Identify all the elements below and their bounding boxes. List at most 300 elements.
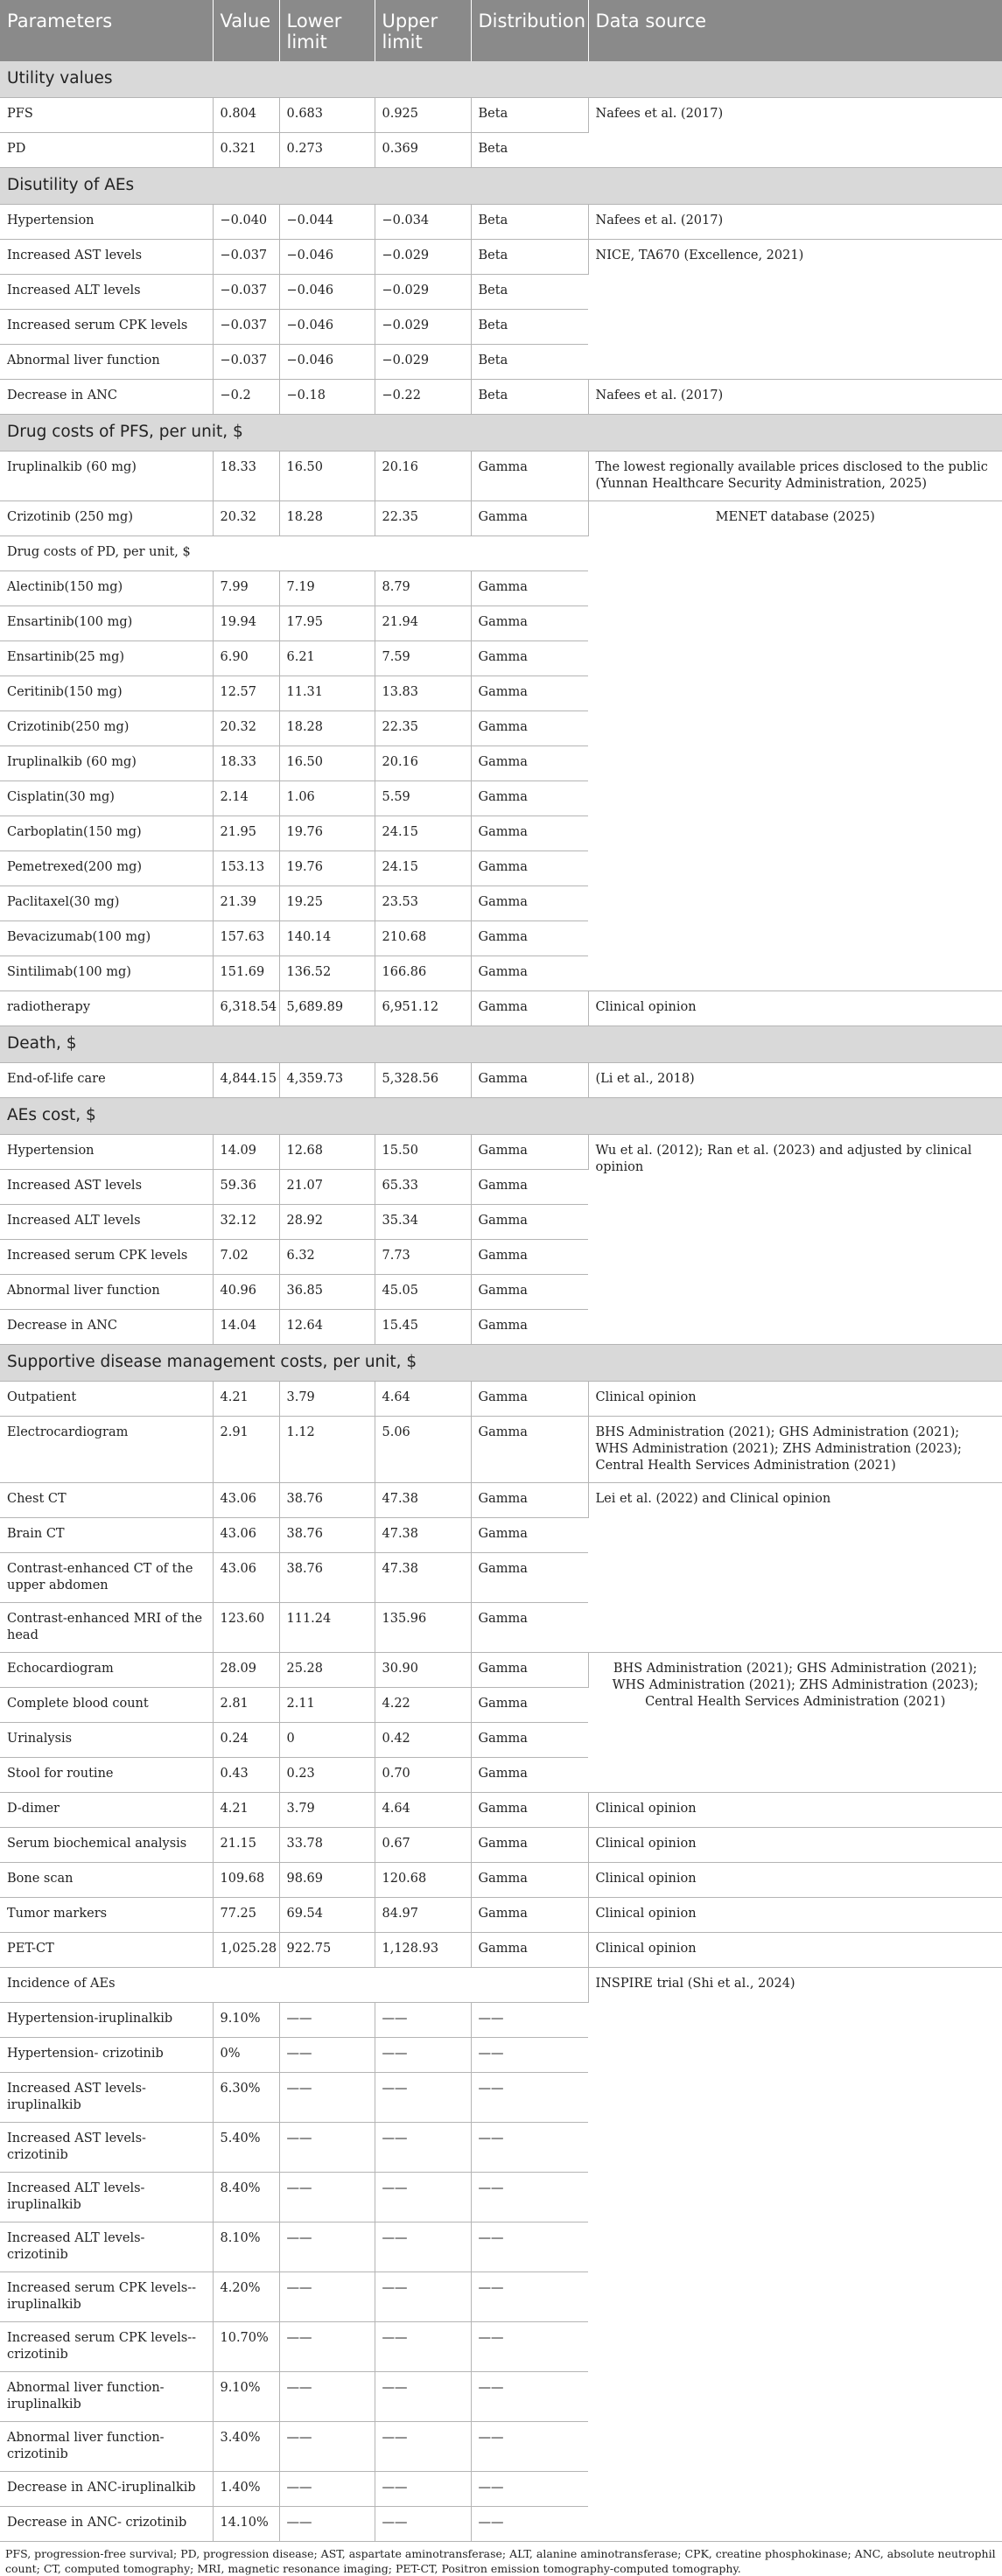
- source-cell: (Li et al., 2018): [588, 1063, 1002, 1098]
- distribution-cell: Gamma: [471, 1135, 588, 1170]
- parameter-cell: Electrocardiogram: [0, 1417, 213, 1483]
- distribution-cell: ——: [471, 2422, 588, 2472]
- value-cell: 20.32: [213, 501, 279, 536]
- subheading-cell: Drug costs of PD, per unit, $: [0, 536, 588, 571]
- distribution-cell: Gamma: [471, 1483, 588, 1518]
- lower-limit-cell: 0.273: [279, 133, 375, 168]
- table-row: [0, 1063, 1002, 1098]
- section-ae-costs: [0, 1098, 1002, 1135]
- lower-limit-cell: −0.044: [279, 205, 375, 240]
- value-cell: 0.43: [213, 1758, 279, 1793]
- value-cell: 9.10%: [213, 2372, 279, 2422]
- table-row: [0, 1863, 1002, 1898]
- upper-limit-cell: 23.53: [375, 886, 471, 921]
- parameter-cell: Increased serum CPK levels--crizotinib: [0, 2322, 213, 2372]
- upper-limit-cell: 13.83: [375, 676, 471, 711]
- parameter-cell: Brain CT: [0, 1518, 213, 1553]
- lower-limit-cell: 5,689.89: [279, 991, 375, 1026]
- value-cell: 0.321: [213, 133, 279, 168]
- header-lower-limit: Lower limit: [279, 0, 375, 61]
- upper-limit-cell: 30.90: [375, 1653, 471, 1688]
- value-cell: 6.30%: [213, 2073, 279, 2123]
- lower-limit-cell: 0.23: [279, 1758, 375, 1793]
- table-row: [0, 1933, 1002, 1968]
- section-title: Disutility of AEs: [0, 168, 1002, 205]
- parameter-cell: Cisplatin(30 mg): [0, 781, 213, 816]
- value-cell: 28.09: [213, 1653, 279, 1688]
- value-cell: 4.20%: [213, 2272, 279, 2322]
- parameter-cell: Alectinib(150 mg): [0, 571, 213, 606]
- parameter-cell: PET-CT: [0, 1933, 213, 1968]
- distribution-cell: ——: [471, 2073, 588, 2123]
- value-cell: 8.40%: [213, 2173, 279, 2222]
- value-cell: 5.40%: [213, 2123, 279, 2173]
- parameter-cell: Paclitaxel(30 mg): [0, 886, 213, 921]
- source-cell: Clinical opinion: [588, 1828, 1002, 1863]
- upper-limit-cell: 0.42: [375, 1723, 471, 1758]
- lower-limit-cell: ——: [279, 2123, 375, 2173]
- lower-limit-cell: 6.32: [279, 1240, 375, 1275]
- distribution-cell: Gamma: [471, 921, 588, 956]
- source-cell: BHS Administration (2021); GHS Administration (2021); WHS Administration (2021); ZHS Administration (2023); Central Health Services Administration (2021): [588, 1417, 1002, 1483]
- value-cell: 153.13: [213, 851, 279, 886]
- upper-limit-cell: −0.029: [375, 275, 471, 310]
- table-row: [0, 205, 1002, 240]
- header-data-source: Data source: [588, 0, 1002, 61]
- distribution-cell: Gamma: [471, 1688, 588, 1723]
- value-cell: 3.40%: [213, 2422, 279, 2472]
- upper-limit-cell: 20.16: [375, 452, 471, 501]
- value-cell: 19.94: [213, 606, 279, 641]
- distribution-cell: Gamma: [471, 1205, 588, 1240]
- parameter-cell: Increased ALT levels: [0, 1205, 213, 1240]
- value-cell: −0.040: [213, 205, 279, 240]
- parameter-cell: Decrease in ANC-iruplinalkib: [0, 2472, 213, 2507]
- lower-limit-cell: 4,359.73: [279, 1063, 375, 1098]
- distribution-cell: Gamma: [471, 1063, 588, 1098]
- distribution-cell: Gamma: [471, 1240, 588, 1275]
- section-utility-values: [0, 61, 1002, 98]
- value-cell: 6,318.54: [213, 991, 279, 1026]
- footnote: PFS, progression-free survival; PD, progression disease; AST, aspartate aminotransferase; ALT, alanine aminotransferase; CPK, creatine phosphokinase; ANC, absolute neutrophil count; CT, computed tomography; MRI, magnetic resonance imaging; PET-CT, Positron emission tomography-computed tomography.: [5, 2547, 996, 2575]
- distribution-cell: Gamma: [471, 1310, 588, 1345]
- upper-limit-cell: 47.38: [375, 1483, 471, 1518]
- value-cell: 21.95: [213, 816, 279, 851]
- lower-limit-cell: 17.95: [279, 606, 375, 641]
- parameter-cell: Increased AST levels: [0, 1170, 213, 1205]
- table-row: [0, 1135, 1002, 1170]
- value-cell: 43.06: [213, 1518, 279, 1553]
- upper-limit-cell: 166.86: [375, 956, 471, 991]
- upper-limit-cell: −0.22: [375, 380, 471, 415]
- distribution-cell: Beta: [471, 133, 588, 168]
- upper-limit-cell: 0.925: [375, 98, 471, 133]
- parameter-cell: End-of-life care: [0, 1063, 213, 1098]
- lower-limit-cell: ——: [279, 2038, 375, 2073]
- value-cell: −0.037: [213, 240, 279, 275]
- section-title: Drug costs of PFS, per unit, $: [0, 415, 1002, 452]
- distribution-cell: Gamma: [471, 1382, 588, 1417]
- distribution-cell: ——: [471, 2272, 588, 2322]
- parameter-cell: Increased ALT levels: [0, 275, 213, 310]
- lower-limit-cell: −0.046: [279, 345, 375, 380]
- value-cell: 59.36: [213, 1170, 279, 1205]
- distribution-cell: Gamma: [471, 956, 588, 991]
- distribution-cell: ——: [471, 2322, 588, 2372]
- upper-limit-cell: 4.64: [375, 1382, 471, 1417]
- parameter-cell: Hypertension-iruplinalkib: [0, 2003, 213, 2038]
- upper-limit-cell: ——: [375, 2003, 471, 2038]
- lower-limit-cell: 12.64: [279, 1310, 375, 1345]
- upper-limit-cell: −0.034: [375, 205, 471, 240]
- parameter-cell: Increased ALT levels- crizotinib: [0, 2222, 213, 2272]
- parameter-cell: Pemetrexed(200 mg): [0, 851, 213, 886]
- distribution-cell: Gamma: [471, 452, 588, 501]
- table-row: [0, 452, 1002, 501]
- table-row: [0, 1898, 1002, 1933]
- lower-limit-cell: −0.046: [279, 240, 375, 275]
- parameter-cell: Chest CT: [0, 1483, 213, 1518]
- upper-limit-cell: 5,328.56: [375, 1063, 471, 1098]
- distribution-cell: Gamma: [471, 641, 588, 676]
- upper-limit-cell: 0.369: [375, 133, 471, 168]
- table-row: [0, 1483, 1002, 1518]
- distribution-cell: ——: [471, 2507, 588, 2542]
- lower-limit-cell: 28.92: [279, 1205, 375, 1240]
- lower-limit-cell: ——: [279, 2073, 375, 2123]
- parameter-cell: Decrease in ANC- crizotinib: [0, 2507, 213, 2542]
- value-cell: 20.32: [213, 711, 279, 746]
- parameter-cell: Hypertension: [0, 205, 213, 240]
- distribution-cell: Gamma: [471, 1275, 588, 1310]
- parameter-cell: Increased serum CPK levels: [0, 1240, 213, 1275]
- distribution-cell: Gamma: [471, 1170, 588, 1205]
- parameter-cell: Abnormal liver function: [0, 1275, 213, 1310]
- lower-limit-cell: 2.11: [279, 1688, 375, 1723]
- parameter-cell: Sintilimab(100 mg): [0, 956, 213, 991]
- source-cell: The lowest regionally available prices disclosed to the public (Yunnan Healthcare Security Administration, 2025): [588, 452, 1002, 501]
- header-parameters: Parameters: [0, 0, 213, 61]
- header-value: Value: [213, 0, 279, 61]
- parameter-cell: Increased AST levels-iruplinalkib: [0, 2073, 213, 2123]
- source-cell: Nafees et al. (2017): [588, 380, 1002, 415]
- value-cell: 77.25: [213, 1898, 279, 1933]
- lower-limit-cell: ——: [279, 2372, 375, 2422]
- parameter-cell: Increased AST levels- crizotinib: [0, 2123, 213, 2173]
- upper-limit-cell: 24.15: [375, 816, 471, 851]
- source-cell: INSPIRE trial (Shi et al., 2024): [588, 1968, 1002, 2542]
- parameter-cell: Increased AST levels: [0, 240, 213, 275]
- parameter-cell: Ensartinib(100 mg): [0, 606, 213, 641]
- value-cell: 157.63: [213, 921, 279, 956]
- lower-limit-cell: 7.19: [279, 571, 375, 606]
- upper-limit-cell: ——: [375, 2173, 471, 2222]
- upper-limit-cell: 0.70: [375, 1758, 471, 1793]
- source-cell: Clinical opinion: [588, 1382, 1002, 1417]
- upper-limit-cell: 0.67: [375, 1828, 471, 1863]
- lower-limit-cell: 0.683: [279, 98, 375, 133]
- value-cell: −0.037: [213, 275, 279, 310]
- upper-limit-cell: 7.73: [375, 1240, 471, 1275]
- source-cell: MENET database (2025): [588, 501, 1002, 991]
- parameter-cell: Echocardiogram: [0, 1653, 213, 1688]
- value-cell: 1,025.28: [213, 1933, 279, 1968]
- upper-limit-cell: 210.68: [375, 921, 471, 956]
- distribution-cell: Beta: [471, 275, 588, 310]
- lower-limit-cell: 98.69: [279, 1863, 375, 1898]
- parameter-cell: Urinalysis: [0, 1723, 213, 1758]
- table-row: [0, 1382, 1002, 1417]
- table-row: [0, 380, 1002, 415]
- distribution-cell: Gamma: [471, 571, 588, 606]
- value-cell: 2.91: [213, 1417, 279, 1483]
- section-title: AEs cost, $: [0, 1098, 1002, 1135]
- upper-limit-cell: 22.35: [375, 711, 471, 746]
- parameter-cell: D-dimer: [0, 1793, 213, 1828]
- distribution-cell: Gamma: [471, 1518, 588, 1553]
- lower-limit-cell: 136.52: [279, 956, 375, 991]
- parameter-cell: Crizotinib(250 mg): [0, 711, 213, 746]
- lower-limit-cell: −0.18: [279, 380, 375, 415]
- distribution-cell: Beta: [471, 310, 588, 345]
- upper-limit-cell: ——: [375, 2372, 471, 2422]
- parameter-cell: Bevacizumab(100 mg): [0, 921, 213, 956]
- header-row: [0, 0, 1002, 61]
- value-cell: 2.81: [213, 1688, 279, 1723]
- value-cell: −0.2: [213, 380, 279, 415]
- section-supportive-costs: [0, 1345, 1002, 1382]
- lower-limit-cell: 16.50: [279, 452, 375, 501]
- source-cell: Clinical opinion: [588, 991, 1002, 1026]
- lower-limit-cell: ——: [279, 2507, 375, 2542]
- upper-limit-cell: 8.79: [375, 571, 471, 606]
- distribution-cell: Gamma: [471, 851, 588, 886]
- distribution-cell: Gamma: [471, 1653, 588, 1688]
- upper-limit-cell: ——: [375, 2038, 471, 2073]
- distribution-cell: Beta: [471, 240, 588, 275]
- lower-limit-cell: ——: [279, 2222, 375, 2272]
- distribution-cell: Beta: [471, 98, 588, 133]
- upper-limit-cell: 7.59: [375, 641, 471, 676]
- table-row: [0, 98, 1002, 133]
- lower-limit-cell: 111.24: [279, 1603, 375, 1653]
- source-cell: Clinical opinion: [588, 1863, 1002, 1898]
- source-cell: Lei et al. (2022) and Clinical opinion: [588, 1483, 1002, 1653]
- upper-limit-cell: −0.029: [375, 310, 471, 345]
- source-cell: Wu et al. (2012); Ran et al. (2023) and adjusted by clinical opinion: [588, 1135, 1002, 1345]
- value-cell: 7.02: [213, 1240, 279, 1275]
- lower-limit-cell: ——: [279, 2272, 375, 2322]
- value-cell: 2.14: [213, 781, 279, 816]
- lower-limit-cell: 16.50: [279, 746, 375, 781]
- distribution-cell: ——: [471, 2222, 588, 2272]
- upper-limit-cell: 15.45: [375, 1310, 471, 1345]
- distribution-cell: Gamma: [471, 676, 588, 711]
- lower-limit-cell: 19.76: [279, 851, 375, 886]
- table-row-subheading: [0, 1968, 1002, 2003]
- value-cell: 0.24: [213, 1723, 279, 1758]
- table-row: [0, 1828, 1002, 1863]
- source-cell: Nafees et al. (2017): [588, 205, 1002, 240]
- parameter-cell: Complete blood count: [0, 1688, 213, 1723]
- value-cell: 14.10%: [213, 2507, 279, 2542]
- upper-limit-cell: 35.34: [375, 1205, 471, 1240]
- parameter-cell: Iruplinalkib (60 mg): [0, 746, 213, 781]
- value-cell: 4.21: [213, 1793, 279, 1828]
- upper-limit-cell: ——: [375, 2222, 471, 2272]
- lower-limit-cell: 33.78: [279, 1828, 375, 1863]
- value-cell: 21.15: [213, 1828, 279, 1863]
- distribution-cell: Gamma: [471, 1793, 588, 1828]
- distribution-cell: Gamma: [471, 606, 588, 641]
- header-distribution: Distribution: [471, 0, 588, 61]
- upper-limit-cell: −0.029: [375, 240, 471, 275]
- source-cell src-c: BHS Administration (2021); GHS Administration (2021); WHS Administration (2021); ZHS Administration (2023); Central Health Services Administration (2021): [588, 1653, 1002, 1793]
- value-cell: 21.39: [213, 886, 279, 921]
- value-cell: 14.04: [213, 1310, 279, 1345]
- upper-limit-cell: 22.35: [375, 501, 471, 536]
- value-cell: 0%: [213, 2038, 279, 2073]
- value-cell: 8.10%: [213, 2222, 279, 2272]
- source-cell: NICE, TA670 (Excellence, 2021): [588, 240, 1002, 380]
- lower-limit-cell: 18.28: [279, 501, 375, 536]
- lower-limit-cell: −0.046: [279, 275, 375, 310]
- distribution-cell: Beta: [471, 205, 588, 240]
- value-cell: 7.99: [213, 571, 279, 606]
- upper-limit-cell: 1,128.93: [375, 1933, 471, 1968]
- distribution-cell: Gamma: [471, 991, 588, 1026]
- parameter-cell: Decrease in ANC: [0, 1310, 213, 1345]
- header-upper-limit: Upper limit: [375, 0, 471, 61]
- upper-limit-cell: 120.68: [375, 1863, 471, 1898]
- parameter-cell: Hypertension- crizotinib: [0, 2038, 213, 2073]
- source-cell: Nafees et al. (2017): [588, 98, 1002, 168]
- value-cell: 43.06: [213, 1483, 279, 1518]
- value-cell: 123.60: [213, 1603, 279, 1653]
- distribution-cell: Beta: [471, 380, 588, 415]
- parameter-cell: Hypertension: [0, 1135, 213, 1170]
- value-cell: 6.90: [213, 641, 279, 676]
- value-cell: 12.57: [213, 676, 279, 711]
- upper-limit-cell: 47.38: [375, 1553, 471, 1603]
- lower-limit-cell: ——: [279, 2173, 375, 2222]
- upper-limit-cell: ——: [375, 2322, 471, 2372]
- lower-limit-cell: 38.76: [279, 1518, 375, 1553]
- lower-limit-cell: 1.12: [279, 1417, 375, 1483]
- lower-limit-cell: ——: [279, 2472, 375, 2507]
- upper-limit-cell: −0.029: [375, 345, 471, 380]
- parameter-cell: Ensartinib(25 mg): [0, 641, 213, 676]
- upper-limit-cell: 65.33: [375, 1170, 471, 1205]
- parameter-cell: Contrast-enhanced MRI of the head: [0, 1603, 213, 1653]
- lower-limit-cell: 140.14: [279, 921, 375, 956]
- upper-limit-cell: ——: [375, 2472, 471, 2507]
- value-cell: 1.40%: [213, 2472, 279, 2507]
- table-row: [0, 501, 1002, 536]
- lower-limit-cell: ——: [279, 2003, 375, 2038]
- upper-limit-cell: 47.38: [375, 1518, 471, 1553]
- upper-limit-cell: 15.50: [375, 1135, 471, 1170]
- source-cell: Clinical opinion: [588, 1898, 1002, 1933]
- value-cell: −0.037: [213, 345, 279, 380]
- value-cell: 32.12: [213, 1205, 279, 1240]
- upper-limit-cell: 20.16: [375, 746, 471, 781]
- upper-limit-cell: 4.64: [375, 1793, 471, 1828]
- distribution-cell: ——: [471, 2003, 588, 2038]
- value-cell: −0.037: [213, 310, 279, 345]
- upper-limit-cell: ——: [375, 2123, 471, 2173]
- parameter-cell: PD: [0, 133, 213, 168]
- upper-limit-cell: ——: [375, 2422, 471, 2472]
- distribution-cell: Gamma: [471, 746, 588, 781]
- lower-limit-cell: 3.79: [279, 1382, 375, 1417]
- distribution-cell: Gamma: [471, 1828, 588, 1863]
- parameter-cell: Increased ALT levels-iruplinalkib: [0, 2173, 213, 2222]
- distribution-cell: Gamma: [471, 781, 588, 816]
- value-cell: 18.33: [213, 746, 279, 781]
- parameter-cell: Bone scan: [0, 1863, 213, 1898]
- distribution-cell: Gamma: [471, 1723, 588, 1758]
- lower-limit-cell: −0.046: [279, 310, 375, 345]
- parameter-cell: PFS: [0, 98, 213, 133]
- distribution-cell: Gamma: [471, 1758, 588, 1793]
- distribution-cell: Gamma: [471, 1603, 588, 1653]
- distribution-cell: Gamma: [471, 1417, 588, 1483]
- parameter-cell: radiotherapy: [0, 991, 213, 1026]
- parameter-cell: Stool for routine: [0, 1758, 213, 1793]
- parameter-cell: Abnormal liver function-crizotinib: [0, 2422, 213, 2472]
- lower-limit-cell: 38.76: [279, 1553, 375, 1603]
- section-pfs-drug-costs: [0, 415, 1002, 452]
- upper-limit-cell: 5.59: [375, 781, 471, 816]
- lower-limit-cell: 11.31: [279, 676, 375, 711]
- upper-limit-cell: 135.96: [375, 1603, 471, 1653]
- lower-limit-cell: 19.25: [279, 886, 375, 921]
- distribution-cell: ——: [471, 2472, 588, 2507]
- upper-limit-cell: 84.97: [375, 1898, 471, 1933]
- upper-limit-cell: ——: [375, 2272, 471, 2322]
- value-cell: 4.21: [213, 1382, 279, 1417]
- lower-limit-cell: 38.76: [279, 1483, 375, 1518]
- parameter-cell: Serum biochemical analysis: [0, 1828, 213, 1863]
- table-row: [0, 1653, 1002, 1688]
- distribution-cell: Gamma: [471, 886, 588, 921]
- upper-limit-cell: 21.94: [375, 606, 471, 641]
- lower-limit-cell: 6.21: [279, 641, 375, 676]
- source-cell: Clinical opinion: [588, 1933, 1002, 1968]
- distribution-cell: Gamma: [471, 501, 588, 536]
- source-cell: Clinical opinion: [588, 1793, 1002, 1828]
- lower-limit-cell: 3.79: [279, 1793, 375, 1828]
- table-row: [0, 1417, 1002, 1483]
- value-cell: 14.09: [213, 1135, 279, 1170]
- lower-limit-cell: 19.76: [279, 816, 375, 851]
- lower-limit-cell: 0: [279, 1723, 375, 1758]
- parameter-cell: Outpatient: [0, 1382, 213, 1417]
- distribution-cell: ——: [471, 2038, 588, 2073]
- lower-limit-cell: 69.54: [279, 1898, 375, 1933]
- distribution-cell: Gamma: [471, 711, 588, 746]
- lower-limit-cell: 25.28: [279, 1653, 375, 1688]
- distribution-cell: Gamma: [471, 1933, 588, 1968]
- section-title: Utility values: [0, 61, 1002, 98]
- parameter-cell: Increased serum CPK levels: [0, 310, 213, 345]
- lower-limit-cell: 36.85: [279, 1275, 375, 1310]
- lower-limit-cell: 922.75: [279, 1933, 375, 1968]
- distribution-cell: Gamma: [471, 1553, 588, 1603]
- value-cell: 40.96: [213, 1275, 279, 1310]
- value-cell: 0.804: [213, 98, 279, 133]
